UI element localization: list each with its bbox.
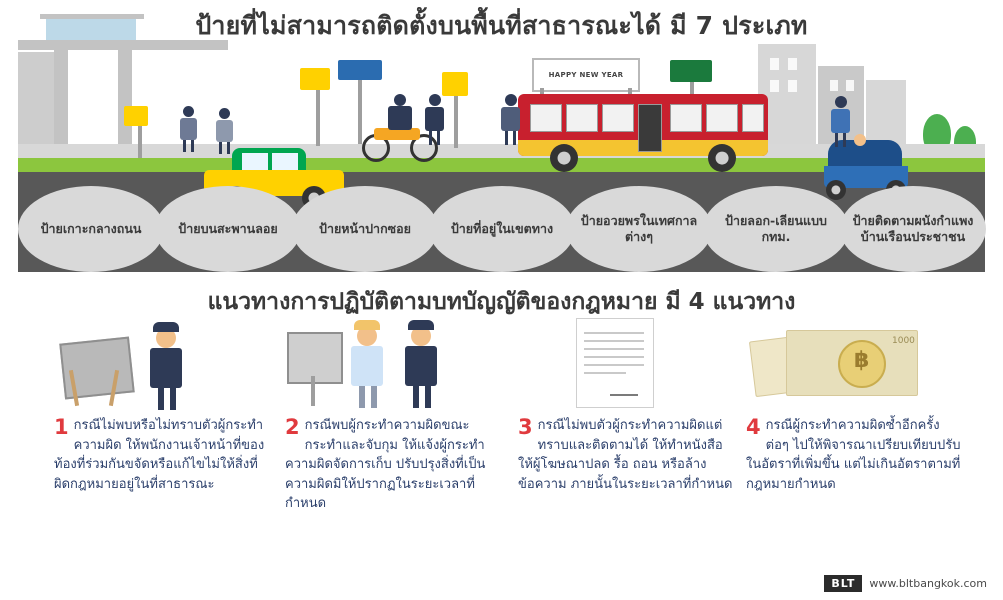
paper-line: [584, 332, 644, 334]
person-body: [425, 107, 444, 131]
bubble-sign-type-7: [840, 186, 986, 272]
guideline-illustration-1: [54, 316, 272, 408]
person-leg: [429, 131, 432, 145]
guideline-body-3: กรณีไม่พบตัวผู้กระทำความผิดแต่ทราบและติดตามได้ ให้ทำหนังสือให้ผู้โฆษณาปลด รื้อ ถอน หรือล้างข้อความ ภายนั้นในระยะเวลาที่กำหนด: [518, 418, 733, 492]
person-leg: [437, 131, 440, 145]
blt-logo: BLT: [824, 575, 862, 592]
person-head: [505, 94, 517, 106]
guideline-item-1: [54, 316, 272, 494]
bus-wheel: [550, 144, 578, 172]
bubble-sign-type-3: [292, 186, 438, 272]
officer-body: [150, 348, 182, 388]
bubble-sign-type-5: [566, 186, 712, 272]
officer-leg: [170, 388, 176, 410]
person-leg: [191, 140, 194, 152]
paper-line: [584, 356, 644, 358]
sign-board: [442, 72, 468, 96]
person-body: [180, 118, 197, 140]
bus-window: [670, 104, 702, 132]
rider-body: [388, 106, 412, 130]
guideline-text-2: [285, 416, 503, 514]
person-leg: [513, 131, 516, 145]
officer-leg: [158, 388, 164, 410]
tuktuk-driver-head: [854, 134, 866, 146]
person-leg: [843, 133, 846, 147]
window: [846, 80, 854, 91]
bubble-sign-type-4: [429, 186, 575, 272]
guideline-number-2: 2: [285, 415, 300, 439]
guideline-text-4: [746, 416, 964, 494]
officer-cap: [153, 322, 179, 332]
window: [788, 58, 797, 70]
person-body: [831, 109, 850, 133]
person-head: [219, 108, 230, 119]
guideline-body-4: กรณีผู้กระทำความผิดซ้ำอีกครั้ง ต่อๆ ไปให้พิจารณาเปรียบเทียบปรับในอัตราที่เพิ่มขึ้น แต่ไม่เกินอัตราตามที่กฎหมายกำหนด: [746, 418, 961, 492]
footer-website[interactable]: www.bltbangkok.com: [869, 577, 987, 590]
person-body: [501, 107, 520, 131]
guideline-illustration-4: [746, 316, 964, 408]
window: [830, 80, 838, 91]
tuktuk-roof: [828, 140, 902, 166]
window: [770, 58, 779, 70]
taxi-window: [242, 153, 268, 170]
offender-body: [351, 346, 383, 386]
sign-type-bubbles: [18, 186, 985, 276]
bus-wheel: [708, 144, 736, 172]
billboard-panel: [59, 336, 134, 399]
paper-line: [584, 364, 644, 366]
officer-leg: [425, 386, 431, 408]
footer: [824, 575, 987, 592]
window: [788, 80, 797, 92]
guideline-body-2: กรณีพบผู้กระทำความผิดขณะกระทำและจับกุม ให้แจ้งผู้กระทำความผิดจัดการเก็บ ปรับปรุงสิ่งที่เป็นความผิดมิให้ปรากฏในระยะเวลาที่กำหนด: [285, 418, 486, 511]
baht-symbol-icon: ฿: [854, 348, 870, 373]
guideline-body-1: กรณีไม่พบหรือไม่ทราบตัวผู้กระทำความผิด ให้พนักงานเจ้าหน้าที่ของท้องที่ร่วมกันขจัดหรือแก้ไขไม่ให้สิ่งที่ผิดกฎหมายอยู่ในที่สาธารณะ: [54, 418, 265, 492]
bubble-label: ป้ายบนสะพานลอย: [178, 221, 278, 236]
offender-leg: [371, 386, 377, 408]
sign-board: [670, 60, 712, 82]
poster-pole: [311, 376, 315, 406]
happy-new-year-banner: [532, 58, 640, 92]
taxi-window: [272, 153, 298, 170]
sign-board: [124, 106, 148, 126]
guideline-item-2: [285, 316, 503, 514]
bubble-label: ป้ายอวยพรในเทศกาลต่างๆ: [580, 213, 698, 244]
sign-pole: [358, 76, 362, 144]
paper-line: [584, 340, 644, 342]
person-head: [183, 106, 194, 117]
bubble-sign-type-6: [703, 186, 849, 272]
overpass-leg: [54, 50, 68, 148]
bubble-label: ป้ายที่อยู่ในเขตทาง: [450, 221, 554, 236]
overpass-leg: [118, 50, 132, 148]
guideline-illustration-2: [285, 316, 503, 408]
offender-cap: [354, 320, 380, 330]
bus-door: [638, 104, 662, 152]
officer-leg: [413, 386, 419, 408]
person-leg: [183, 140, 186, 152]
person-leg: [219, 142, 222, 154]
person-leg: [835, 133, 838, 147]
guideline-text-3: [518, 416, 736, 494]
window: [770, 80, 779, 92]
guideline-number-4: 4: [746, 415, 761, 439]
guidelines-row: [40, 316, 970, 578]
person-head: [835, 96, 847, 108]
bus-window: [566, 104, 598, 132]
rider-helmet: [394, 94, 406, 106]
person-body: [216, 120, 233, 142]
bus-window: [530, 104, 562, 132]
banner-text: HAPPY NEW YEAR: [548, 71, 624, 79]
poster-panel: [287, 332, 343, 384]
officer-cap: [408, 320, 434, 330]
guideline-item-4: [746, 316, 964, 494]
guideline-text-1: [54, 416, 272, 494]
sign-board: [338, 60, 382, 80]
officer-body: [405, 346, 437, 386]
guideline-number-1: 1: [54, 415, 69, 439]
person-leg: [227, 142, 230, 154]
page-title: ป้ายที่ไม่สามารถติดตั้งบนพื้นที่สาธารณะได้ มี 7 ประเภท: [195, 11, 808, 40]
bubble-sign-type-2: [155, 186, 301, 272]
guideline-item-3: [518, 316, 736, 494]
bubble-sign-type-1: [18, 186, 164, 272]
paper-line: [584, 372, 626, 374]
guideline-number-3: 3: [518, 415, 533, 439]
bus-window: [602, 104, 634, 132]
person-leg: [505, 131, 508, 145]
bubble-label: ป้ายเกาะกลางถนน: [40, 221, 142, 236]
overpass-wall: [18, 52, 54, 148]
sign-pole: [454, 92, 458, 148]
note-value-text: 1000: [892, 336, 915, 346]
bus-window: [742, 104, 764, 132]
section-title: แนวทางการปฏิบัติตามบทบัญญัติของกฎหมาย มี 4 แนวทาง: [207, 289, 796, 315]
sign-pole: [316, 84, 320, 146]
offender-leg: [359, 386, 365, 408]
bubble-label: ป้ายติดตามผนังกำแพง บ้านเรือนประชาชน: [852, 213, 974, 244]
guideline-illustration-3: [518, 316, 736, 408]
bubble-label: ป้ายลอก-เลียนแบบ กทม.: [725, 213, 827, 244]
paper-line: [584, 348, 644, 350]
sign-pole: [138, 122, 142, 158]
signature-mark: [610, 382, 638, 396]
sign-board: [300, 68, 330, 90]
bus-window: [706, 104, 738, 132]
person-head: [429, 94, 441, 106]
bubble-label: ป้ายหน้าปากซอย: [319, 221, 411, 236]
